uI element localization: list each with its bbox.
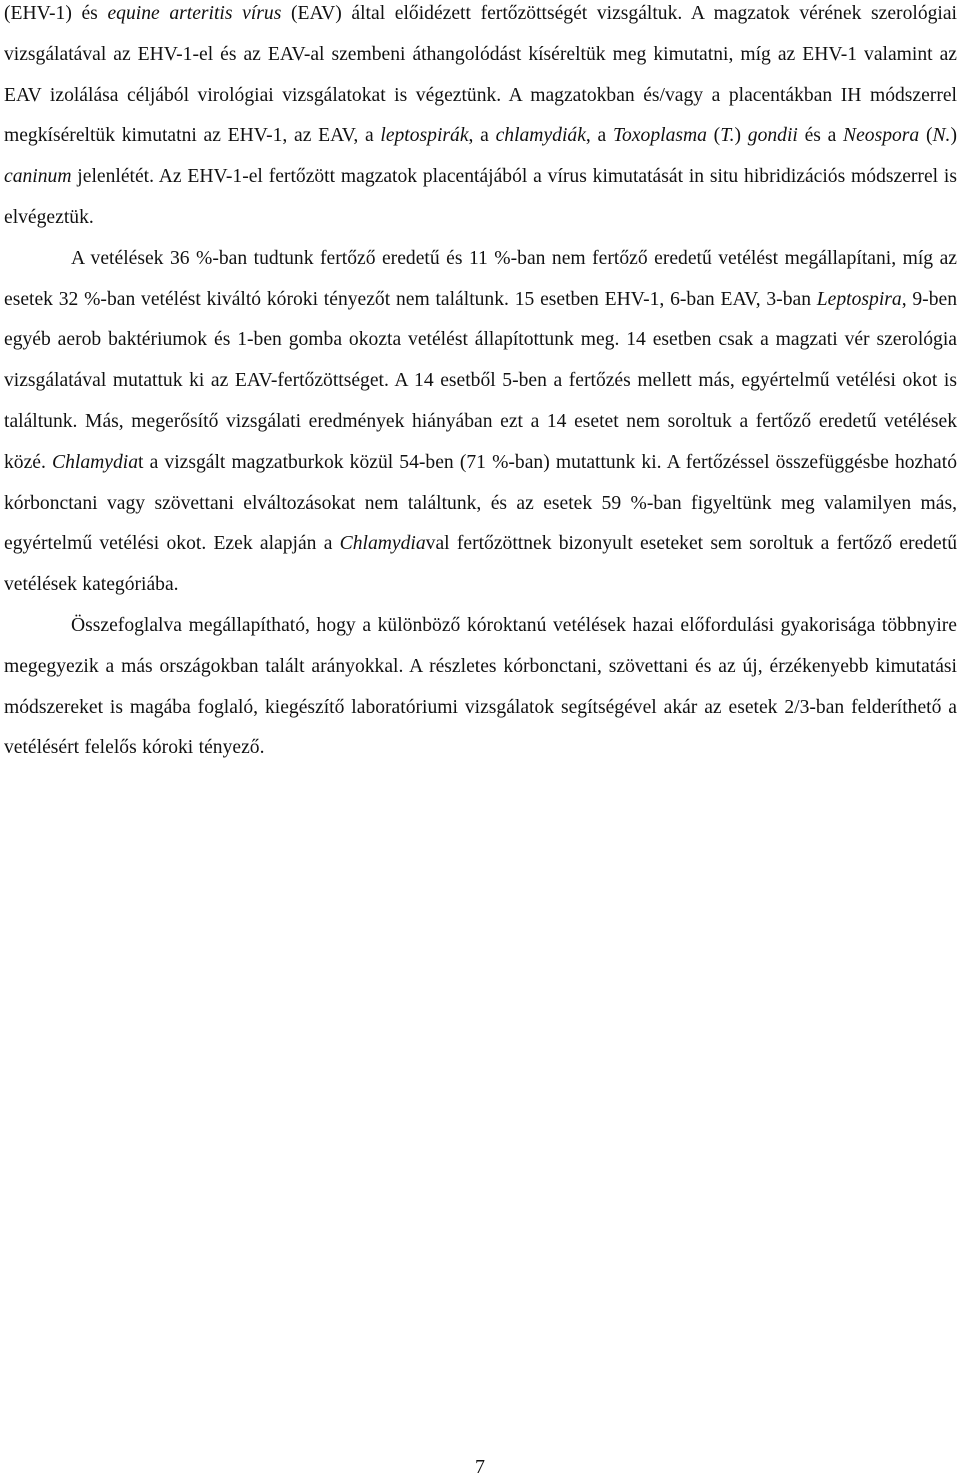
text-run: ( (919, 125, 933, 147)
italic-term: Chlamydia (339, 533, 426, 555)
text-run: ) (950, 125, 957, 147)
text-run: Összefoglalva megállapítható, hogy a különböző kóroktanú vetélések hazai előfordulási gyakorisága többnyire megegyezik a más országokban talált arányokkal. A részletes kórbonctani, szövettani és az új, érzékenyebb kimutatási módszereket is magába foglaló, kiegészítő laboratóriumi vizsgálatok segítségével akár az esetek 2/3-ban felderíthető a vetélésért felelős kóroki tényező. (4, 614, 957, 759)
italic-term: Leptospira (816, 288, 902, 310)
italic-term: T. (720, 125, 735, 147)
italic-term: equine arteritis vírus (107, 3, 282, 24)
italic-term: N. (932, 125, 951, 147)
paragraph-3 (4, 606, 957, 769)
italic-term: Chlamydia (52, 451, 139, 473)
italic-term: gondii (747, 125, 798, 147)
text-run: jelenlétét. Az EHV-1-el fertőzött magzatok placentájából a vírus kimutatását in situ hibridizációs módszerrel is elvégeztük. (4, 166, 957, 228)
italic-term: caninum (4, 166, 72, 188)
text-run: (EHV-1) és (4, 3, 108, 24)
italic-term: chlamydiák (495, 125, 586, 147)
italic-term: leptospirák (380, 125, 469, 147)
text-run: A vetélések 36 %-ban tudtunk fertőző eredetű és 11 %-ban nem fertőző eredetű vetélést megállapítani, míg az esetek 32 %-ban vetélést kiváltó kóroki tényezőt nem találtunk. 15 esetben EHV-1, 6-ban EAV, 3-ban (4, 247, 957, 310)
document-body (4, 0, 957, 769)
italic-term: Toxoplasma (612, 125, 707, 147)
text-run: , a (468, 125, 496, 147)
text-run: t a vizsgált magzatburkok közül 54-ben (71 %-ban) mutattunk ki. A fertőzéssel összefüggésbe hozható kórbonctani vagy szövettani elváltozásokat nem találtunk, és az esetek 59 %-ban figyeltünk meg valamilyen más, egyértelmű vetélési okot. Ezek alapján a (4, 451, 957, 555)
paragraph-2 (4, 239, 957, 606)
text-run: és a (797, 125, 844, 147)
text-run: ( (706, 125, 721, 147)
text-run: , a (585, 125, 613, 147)
text-run: ) (734, 125, 748, 147)
text-run: , 9-ben egyéb aerob baktériumok és 1-ben gomba okozta vetélést állapítottunk meg. 14 esetben csak a magzati vér szerológia vizsgálatával mutattuk ki az EAV-fertőzöttséget. A 14 esetből 5-ben a fertőzés mellett más, egyértelmű vetélési okot is találtunk. Más, megerősítő vizsgálati eredmények hiányában ezt a 14 esetet nem soroltuk a fertőző eredetű vetélések közé. (4, 288, 957, 473)
page-number: 7 (475, 1456, 485, 1478)
italic-term: Neospora (843, 125, 920, 147)
text-run: (EAV) által előidézett fertőzöttségét vizsgáltuk. A magzatok vérének szerológiai vizsgálatával az EHV-1-el és az EAV-al szembeni áthangolódást kíséreltük meg kimutatni, míg az EHV-1 valamint az EAV izolálása céljából virológiai vizsgálatokat is végeztünk. A magzatokban és/vagy a placentákban IH módszerrel megkíséreltük kimutatni az EHV-1, az EAV, a (4, 3, 957, 147)
paragraph-1 (4, 0, 957, 239)
text-run: val fertőzöttnek bizonyult eseteket sem soroltuk a fertőző eredetű vetélések kategóriába. (4, 533, 957, 596)
